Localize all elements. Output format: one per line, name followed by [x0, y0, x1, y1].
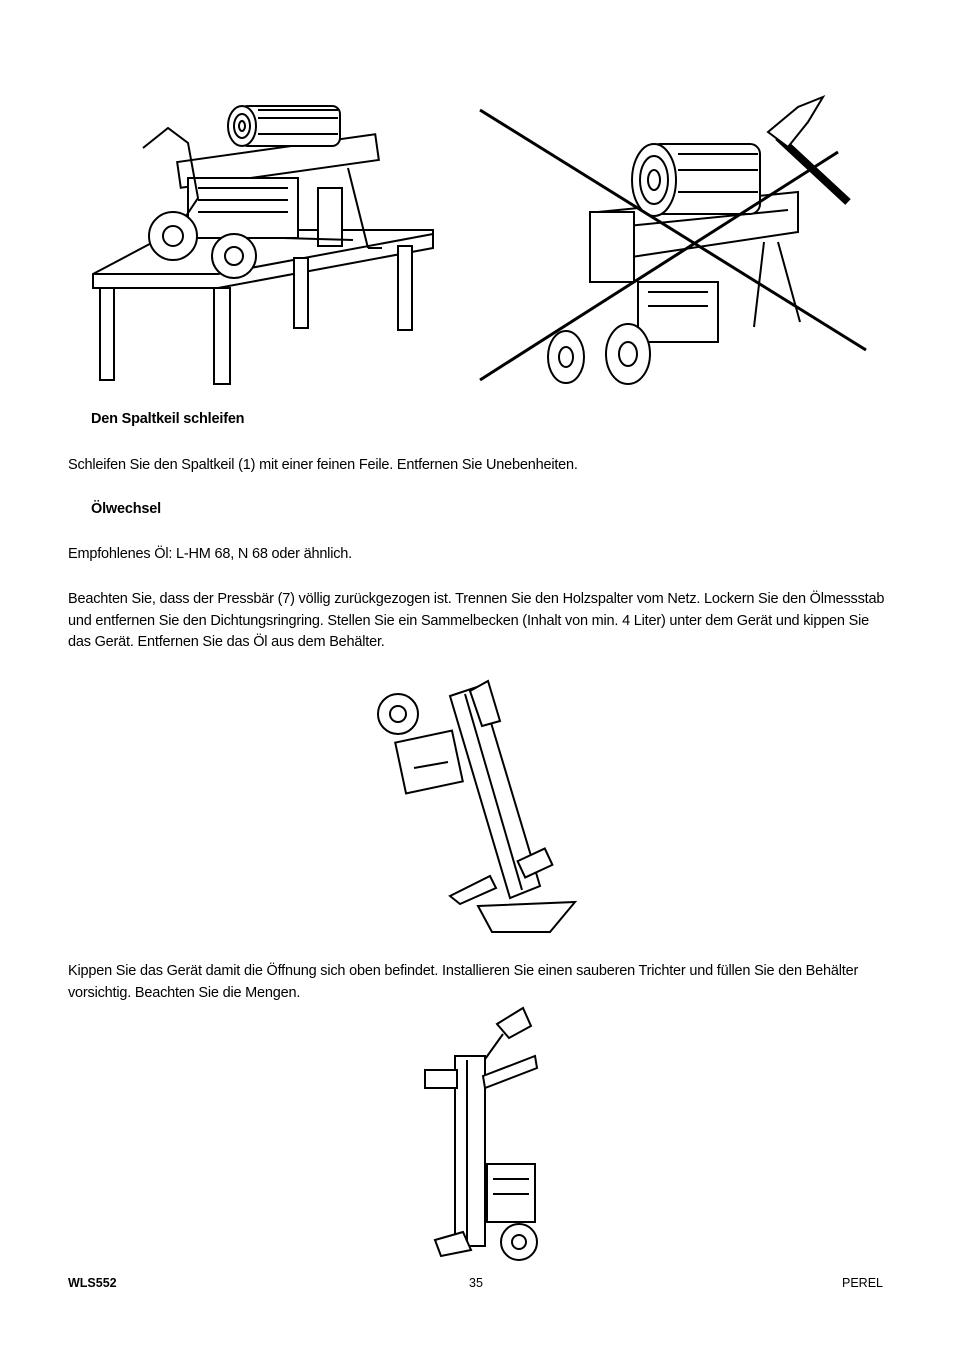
paragraph-oil-refill: Kippen Sie das Gerät damit die Öffnung sich oben befindet. Installieren Sie einen sauberen Trichter und füllen Sie den Behälter vorsichtig. Beachten Sie die Mengen. — [68, 963, 859, 1001]
paragraph-oil-drain: Beachten Sie, dass der Pressbär (7) völlig zurückgezogen ist. Trennen Sie den Holzspalter vom Netz. Lockern Sie den Ölmessstab und entfernen Sie den Dichtungsringring. Stellen Sie ein Sammelbecken (Inhalt von min. 4 Liter) unter dem Gerät und kippen Sie das Gerät. Entfernen Sie das Öl aus dem Behälter. — [68, 591, 885, 650]
footer-page-number: 35 — [469, 1276, 483, 1290]
paragraph-sharpen: Schleifen Sie den Spaltkeil (1) mit einer feinen Feile. Entfernen Sie Unebenheiten. — [68, 457, 578, 473]
paragraph-recommended-oil: Empfohlenes Öl: L-HM 68, N 68 oder ähnlich. — [68, 546, 352, 562]
footer-model: WLS552 — [68, 1276, 117, 1290]
tilted-drain-illustration — [370, 676, 582, 934]
splitter-on-table-illustration — [68, 88, 438, 388]
crossed-out-hammer-illustration — [478, 92, 870, 388]
section-title-oil: Ölwechsel — [91, 501, 161, 517]
upright-funnel-illustration — [423, 1004, 543, 1266]
section-title-sharpen: Den Spaltkeil schleifen — [91, 411, 245, 427]
footer-brand: PEREL — [842, 1276, 883, 1290]
